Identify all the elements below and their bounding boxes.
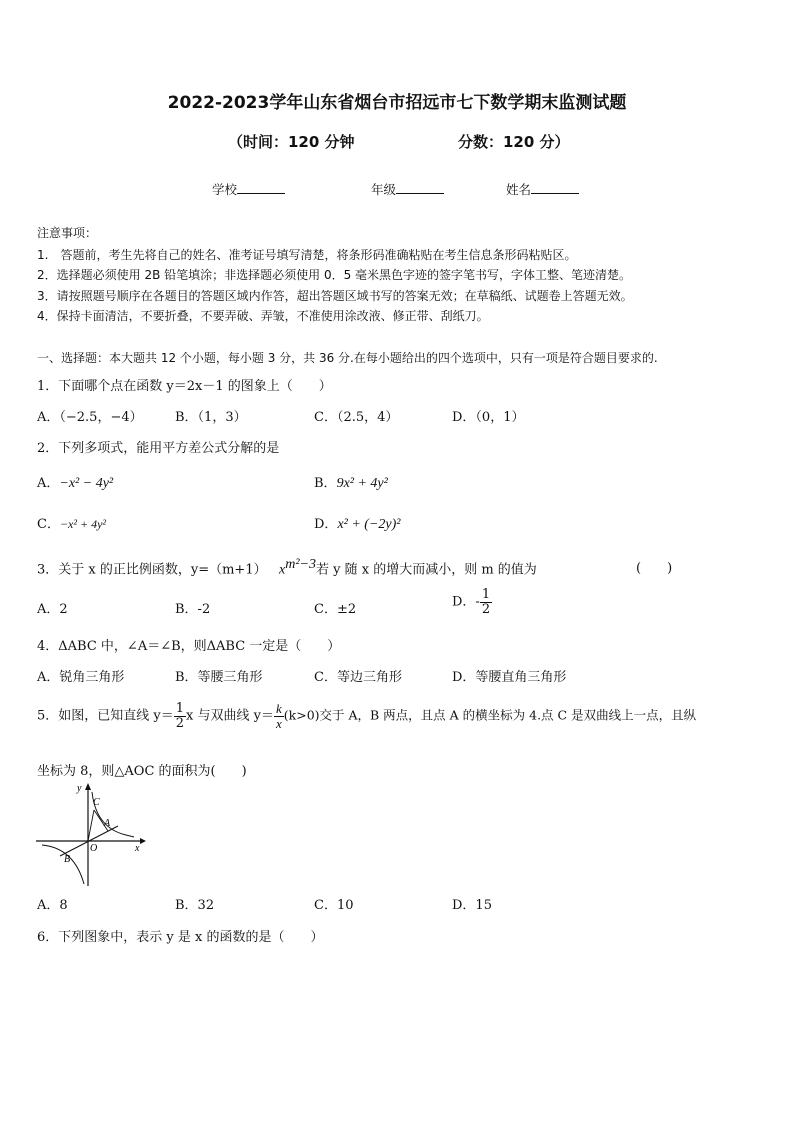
q2-d-expr: x² + (−2y)² xyxy=(337,517,401,532)
q1-option-c: C．（2.5，4） xyxy=(314,410,399,425)
q2-option-b xyxy=(314,472,388,492)
option-letter: C． xyxy=(37,517,60,532)
label-a: A xyxy=(104,818,111,829)
section-heading: 一、选择题：本大题共 12 个小题，每小题 3 分，共 36 分.在每小题给出的四个选项中，只有一项是符合题目要求的. xyxy=(37,351,658,365)
q4-option-a: A．锐角三角形 xyxy=(37,670,125,685)
q3-d-fraction xyxy=(480,588,492,616)
q1-option-a: A．（−2.5，−4） xyxy=(37,410,143,425)
notice-item: 2．选择题必须使用 2B 铅笔填涂；非选择题必须使用 0．5 毫米黑色字迹的签字笔书写，字体工整、笔迹清楚。 xyxy=(37,268,632,282)
q3-option-b: B．-2 xyxy=(175,602,211,617)
notice-item: 1. 答题前，考生先将自己的姓名、准考证号填写清楚，将条形码准确粘贴在考生信息条形码粘贴区。 xyxy=(37,248,577,262)
notice-item: 4．保持卡面清洁，不要折叠，不要弄破、弄皱，不准使用涂改液、修正带、刮纸刀。 xyxy=(37,309,489,323)
q3-stem xyxy=(37,557,537,578)
q3-option-c: C．±2 xyxy=(314,602,357,617)
q2-b-expr: 9x² + 4y² xyxy=(336,476,388,491)
score-label: 分数：120 分） xyxy=(458,133,570,151)
exam-title: 2022-2023学年山东省烟台市招远市七下数学期末监测试题 xyxy=(167,93,627,113)
q5-option-a: A．8 xyxy=(37,898,68,913)
q5-option-d: D．15 xyxy=(452,898,492,913)
name-field xyxy=(506,180,579,198)
label-y: y xyxy=(77,783,82,794)
q1-stem: 1．下面哪个点在函数 y＝2x－1 的图象上（ ） xyxy=(37,379,332,394)
grade-field xyxy=(371,180,444,198)
fraction-numerator: k xyxy=(275,701,282,716)
q3-option-d xyxy=(452,588,492,616)
q2-c-expr: −x² + 4y² xyxy=(59,517,106,531)
y-axis-arrow xyxy=(85,783,91,790)
q4-stem: 4．ΔABC 中，∠A＝∠B，则ΔABC 一定是（ ） xyxy=(37,639,341,654)
q3-option-a: A．2 xyxy=(37,602,68,617)
q1-option-b: B．（1，3） xyxy=(175,410,247,425)
name-blank xyxy=(531,181,579,194)
q1-option-d: D．（0，1） xyxy=(452,410,525,425)
q3-stem-text: 若 y 随 x 的增大而减小，则 m 的值为 xyxy=(316,562,537,578)
option-letter: B． xyxy=(314,476,337,491)
option-letter: D． xyxy=(314,517,338,532)
q4-option-b: B．等腰三角形 xyxy=(175,670,263,685)
segment-oc xyxy=(88,810,94,841)
q5-stem xyxy=(37,702,696,730)
q5-figure xyxy=(36,780,148,890)
fraction-numerator: 1 xyxy=(481,587,491,602)
q5-stem-text: (k>0)交于 A，B 两点，且点 A 的横坐标为 4.点 C 是双曲线上一点，且纵 xyxy=(283,707,697,723)
q5-stem-text: x 与双曲线 y＝ xyxy=(186,708,274,724)
fraction-numerator: 1 xyxy=(175,701,185,716)
q3-paren: ( ) xyxy=(636,561,673,576)
q2-a-expr: −x² − 4y² xyxy=(59,476,114,491)
grade-label: 年级 xyxy=(371,182,397,197)
q5-fraction-half xyxy=(174,702,186,730)
school-blank xyxy=(237,181,285,194)
x-axis-arrow xyxy=(140,838,146,844)
q5-option-c: C．10 xyxy=(314,898,354,913)
notice-item: 3．请按照题号顺序在各题目的答题区域内作答，超出答题区域书写的答案无效；在草稿纸、试题卷上答题无效。 xyxy=(37,289,633,303)
q5-stem-line2: 坐标为 8，则△AOC 的面积为( ) xyxy=(37,764,247,779)
grade-blank xyxy=(396,181,444,194)
school-field xyxy=(212,180,285,198)
school-label: 学校 xyxy=(212,182,238,197)
label-b: B xyxy=(64,854,71,865)
q4-option-c: C．等边三角形 xyxy=(314,670,402,685)
q5-stem-text: 5．如图，已知直线 y＝ xyxy=(37,708,174,724)
fraction-denominator: 2 xyxy=(175,715,185,731)
name-label: 姓名 xyxy=(506,182,532,197)
q3-x: x xyxy=(279,562,286,578)
fraction-denominator: x xyxy=(275,715,282,731)
option-letter: D．- xyxy=(452,594,480,610)
notice-heading: 注意事项： xyxy=(37,226,98,240)
q5-option-b: B．32 xyxy=(175,898,215,913)
q5-fraction-kx xyxy=(274,702,284,730)
q2-option-a xyxy=(37,472,113,492)
time-label: （时间：120 分钟 xyxy=(228,133,355,151)
label-x: x xyxy=(135,843,140,854)
q2-option-d xyxy=(314,513,400,533)
q6-stem: 6．下列图象中，表示 y 是 x 的函数的是（ ） xyxy=(37,930,324,945)
hyperbola-branch-left xyxy=(42,845,84,884)
label-o: O xyxy=(90,843,98,854)
fraction-denominator: 2 xyxy=(481,601,491,617)
label-c: C xyxy=(93,797,100,808)
q3-stem-text: 3．关于 x 的正比例函数，y=（m+1） xyxy=(37,562,267,578)
q2-option-c xyxy=(37,513,106,532)
q4-option-d: D．等腰直角三角形 xyxy=(452,670,567,685)
option-letter: A． xyxy=(37,476,60,491)
q2-stem: 2．下列多项式，能用平方差公式分解的是 xyxy=(37,441,280,456)
q3-exponent: m²−3 xyxy=(285,557,316,572)
